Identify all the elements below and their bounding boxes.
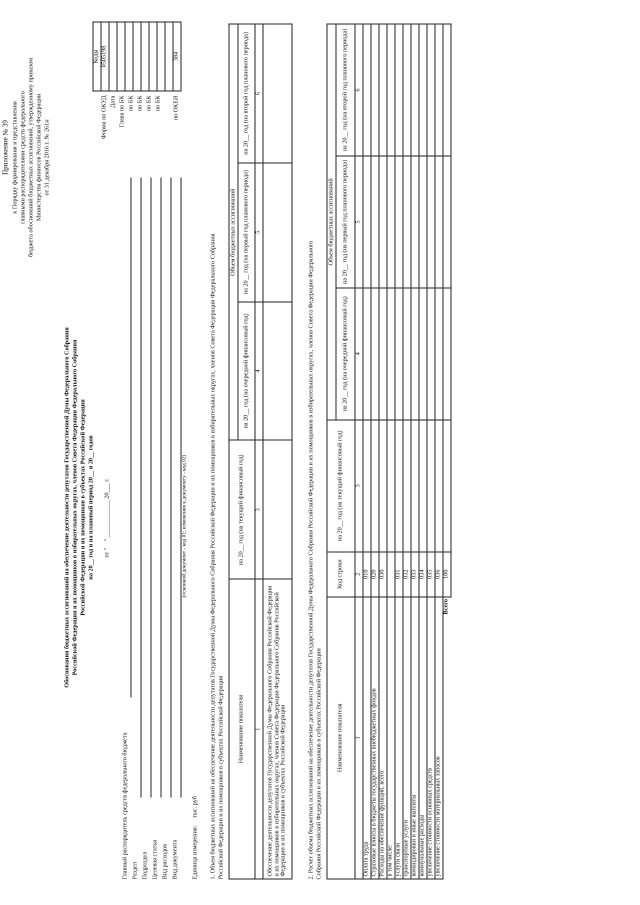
s1-header-group: Объем бюджетных ассигнований xyxy=(229,24,238,440)
code-cell xyxy=(157,22,165,91)
code-cell xyxy=(149,22,157,91)
code-cell xyxy=(141,22,149,91)
field-doc-type: Вид документа xyxy=(171,839,179,880)
codes-table xyxy=(93,22,182,92)
field-gr: Главный распорядитель средств федерального бюджета xyxy=(121,732,129,880)
okei-code-cell: 384 xyxy=(173,22,181,91)
s2-row-name: Оплата труда xyxy=(363,597,371,879)
s2-row-code: 035 xyxy=(427,552,435,597)
units-label: Единица измерения: тыс. руб xyxy=(191,796,199,880)
section1-table xyxy=(229,24,293,880)
s2-row-code: 033 xyxy=(411,552,419,597)
s1-header-y3: на 20__ год (на первый год планового периода) xyxy=(238,163,255,302)
s1-header-name: Наименование показателя xyxy=(229,579,255,879)
field-line xyxy=(171,178,172,798)
codes-label-date: Дата xyxy=(109,95,117,108)
s1-cell xyxy=(263,163,292,302)
s1-colnum: 4 xyxy=(255,302,263,441)
code-cell xyxy=(125,22,133,91)
field-expense-type: Вид расходов xyxy=(161,843,169,880)
s1-cell xyxy=(263,302,292,441)
section2-title-2: Собрания Российской Федерации и их помощников в субъектах Российской Федерации xyxy=(315,648,323,880)
appendix-line-4: Министерства финансов Российской Федерации xyxy=(35,93,43,222)
s2-total-label: Всего xyxy=(442,599,450,615)
s1-colnum: 3 xyxy=(255,440,263,579)
s2-header-y3: на 20__ год (на первый год планового периода) xyxy=(336,156,355,288)
s2-row-code: 032 xyxy=(403,552,411,597)
s2-header-y1: на 20__ год (на текущий финансовый год) xyxy=(327,420,355,552)
code-cell xyxy=(117,22,125,91)
codes-label-okud: Форма по ОКУД xyxy=(100,95,108,140)
s2-row-name: Расходы на обеспечение функций, всего xyxy=(379,597,387,879)
s2-colnum: 3 xyxy=(355,420,363,552)
s2-row-code: 034 xyxy=(419,552,427,597)
s1-cell xyxy=(263,440,292,579)
field-line xyxy=(151,178,152,798)
section2-title-1: 2. Расчет объема бюджетных ассигнований на обеспечение деятельности депутатов Государственной Думы Федерального Собрания Российской Федерации и их помощников в избирательных округах, членов Совета Федерации Федерального xyxy=(307,240,315,880)
s2-colnum: 2 xyxy=(355,552,363,597)
codes-header: Коды xyxy=(93,22,101,91)
s2-header-name: Наименование показателя xyxy=(327,597,355,879)
s1-cell xyxy=(263,24,292,163)
s1-colnum: 1 xyxy=(255,579,263,879)
s2-row-code: 031 xyxy=(395,552,403,597)
appendix-title: Приложение № 39 xyxy=(1,120,10,175)
s2-row-code: 010 xyxy=(363,552,371,597)
s1-header-y4: на 20__ год (на второй год планового периода) xyxy=(238,24,255,163)
s2-header-code: Код строки xyxy=(327,552,355,597)
doc-title-2: Российской Федерации и их помощников в избирательных округах, членов Совета Федерации Федерального Собрания xyxy=(71,339,79,676)
s2-row-name: увеличение стоимости основных средств xyxy=(427,597,435,879)
s2-row-name: в том числе: xyxy=(387,597,395,879)
s2-row-name: транспортные услуги xyxy=(403,597,411,879)
section2-table xyxy=(327,24,452,880)
s1-colnum: 6 xyxy=(255,24,263,163)
field-line xyxy=(161,178,162,798)
codes-label-bk: по БК xyxy=(145,95,153,112)
s1-header-y1: на 20__ год (на текущий финансовый год) xyxy=(229,440,255,579)
code-cell xyxy=(133,22,141,91)
doc-title-3: Российской Федерации и их помощников в субъектах Российской Федерации xyxy=(79,399,87,616)
codes-label-bk: по БК xyxy=(154,95,162,112)
s2-header-group: Объем бюджетных ассигнований xyxy=(327,24,336,420)
s2-row-name: Страховые взносы в бюджеты государственных внебюджетных фондов xyxy=(371,597,379,879)
field-line xyxy=(141,178,142,798)
appendix-line-1: к Порядку формирования и представления xyxy=(11,101,19,214)
codes-label-glava: Глава по БК xyxy=(118,95,126,128)
s1-colnum: 5 xyxy=(255,163,263,302)
doc-title-1: Обоснования бюджетных ассигнований на обеспечение деятельности депутатов Государственной Думы Федерального Собрания xyxy=(63,327,71,688)
codes-label-bk: по БК xyxy=(136,95,144,112)
codes-label-bk: по БК xyxy=(127,95,135,112)
appendix-line-5: от 31 декабря 2016 г. № 261н xyxy=(43,119,51,196)
date-line: от " " ____________ 20___ г. xyxy=(103,478,111,558)
appendix-line-2: главными распорядителями средств федерального xyxy=(19,91,27,224)
okud-code-cell: 0505198 xyxy=(101,22,109,91)
field-line xyxy=(131,178,132,698)
s1-header-y2: на 20__ год (на очередной финансовый год) xyxy=(238,302,255,441)
s2-colnum: 4 xyxy=(355,288,363,420)
s2-row-name: коммунальные расходы xyxy=(419,597,427,879)
s2-row-code: 020 xyxy=(371,552,379,597)
section1-title-2: Российской Федерации и их помощников в субъектах Российской Федерации xyxy=(217,675,225,880)
field-target: Целевая статья xyxy=(151,839,159,880)
s1-row-name: Обеспечение деятельности депутатов Государственной Думы Федерального Собрания Российской Федерации и их помощников в избирательных округах, членов Совета Федерации Федерального Собрания Российской Федерации и их помощников в субъектах Российской Федерации xyxy=(263,579,292,879)
s2-row-code: 036 xyxy=(435,552,443,597)
field-hint: (основной документ - код 01; изменения к документу - код 02) xyxy=(181,454,188,598)
code-cell xyxy=(109,22,117,91)
s2-colnum: 5 xyxy=(355,156,363,288)
s2-row-name: увеличение стоимости материальных запасов xyxy=(435,597,443,879)
s2-header-y2: на 20__ год (на очередной финансовый год) xyxy=(336,288,355,420)
s2-row-code: 030 xyxy=(379,552,387,597)
appendix-line-3: бюджета обоснований бюджетных ассигнований, утвержденному приказом xyxy=(27,57,35,258)
s2-colnum: 1 xyxy=(355,597,363,879)
s2-row-name: услуги связи xyxy=(395,597,403,879)
s2-colnum: 6 xyxy=(355,24,363,156)
s2-header-y4: на 20__ год (на второй год планового периода) xyxy=(336,24,355,156)
s2-row-name: командировки и иные выплаты xyxy=(411,597,419,879)
field-section: Раздел xyxy=(131,861,139,880)
s2-row-code: 100 xyxy=(443,552,451,597)
codes-label-okei: по ОКЕИ xyxy=(172,95,180,121)
doc-title-4: на 20__ год и на плановый период 20__ и 20__ годов xyxy=(87,435,95,580)
section1-title-1: 1. Объем бюджетных ассигнований на обеспечение деятельности депутатов Государственной Думы Федерального Собрания Российской Федерации и их помощников в избирательных округах, членов Совета Федерации Федерального Собрания xyxy=(209,233,217,880)
field-subsection: Подраздел xyxy=(141,851,149,880)
rotated-form-sheet xyxy=(0,8,640,898)
